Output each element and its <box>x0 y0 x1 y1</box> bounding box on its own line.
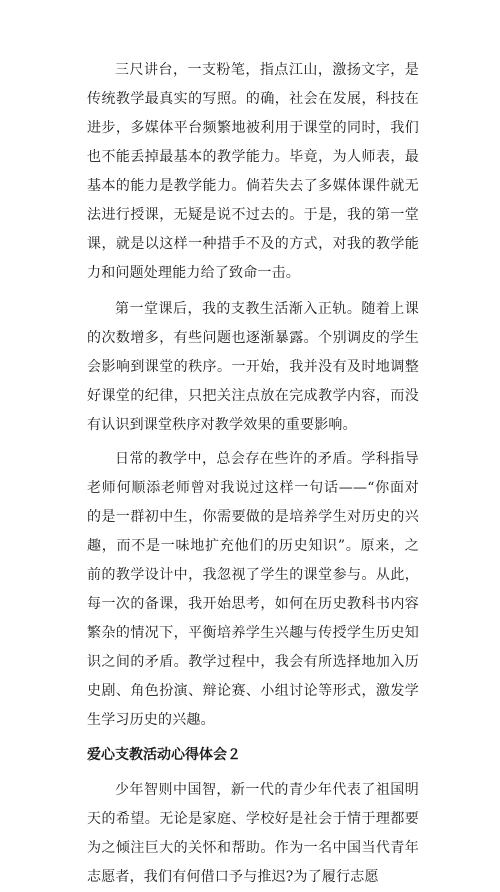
document-page <box>87 56 419 892</box>
paragraph-classroom-order: 第一堂课后，我的支教生活渐入正轨。随着上课的次数增多，有些问题也逐渐暴露。个别调皮的学生会影响到课堂的秩序。一开始，我并没有及时地调整好课堂的纪律，只把关注点放在完成教学内容，而没有认识到课堂秩序对教学效果的重要影响。 <box>87 301 419 433</box>
paragraph-teaching-methods: 三尺讲台，一支粉笔，指点江山，激扬文字，是传统教学最真实的写照。的确，社会在发展，科技在进步，多媒体平台频繁地被利用于课堂的同时，我们也不能丢掉最基本的教学能力。毕竟，为人师表，最基本的能力是教学能力。倘若失去了多媒体课件就无法进行授课，无疑是说不过去的。于是，我的第一堂课，就是以这样一种措手不及的方式，对我的教学能力和问题处理能力给了致命一击。 <box>87 62 419 281</box>
section-title: 爱心支教活动心得体会２ <box>87 747 241 763</box>
paragraph-youth-hope: 少年智则中国智，新一代的青少年代表了祖国明天的希望。无论是家庭、学校好是社会于情于理都要为之倾注巨大的关怀和帮助。作为一名中国当代青年志愿者，我们有何借口予与推迟?为了履行志愿 <box>87 782 419 885</box>
paragraph-student-interest: 日常的教学中，总会存在些许的矛盾。学科指导老师何顺添老师曾对我说过这样一句话——“你面对的是一群初中生，你需要做的是培养学生对历史的兴趣，而不是一味地扩充他们的历史知识”。原来，之前的教学设计中，我忽视了学生的课堂参与。从此，每一次的备课，我开始思考，如何在历史教科书内容繁杂的情况下，平衡培养学生兴趣与传授学生历史知识之间的矛盾。教学过程中，我会有所选择地加入历史剧、角色扮演、辩论赛、小组讨论等形式，激发学生学习历史的兴趣。 <box>87 451 419 728</box>
